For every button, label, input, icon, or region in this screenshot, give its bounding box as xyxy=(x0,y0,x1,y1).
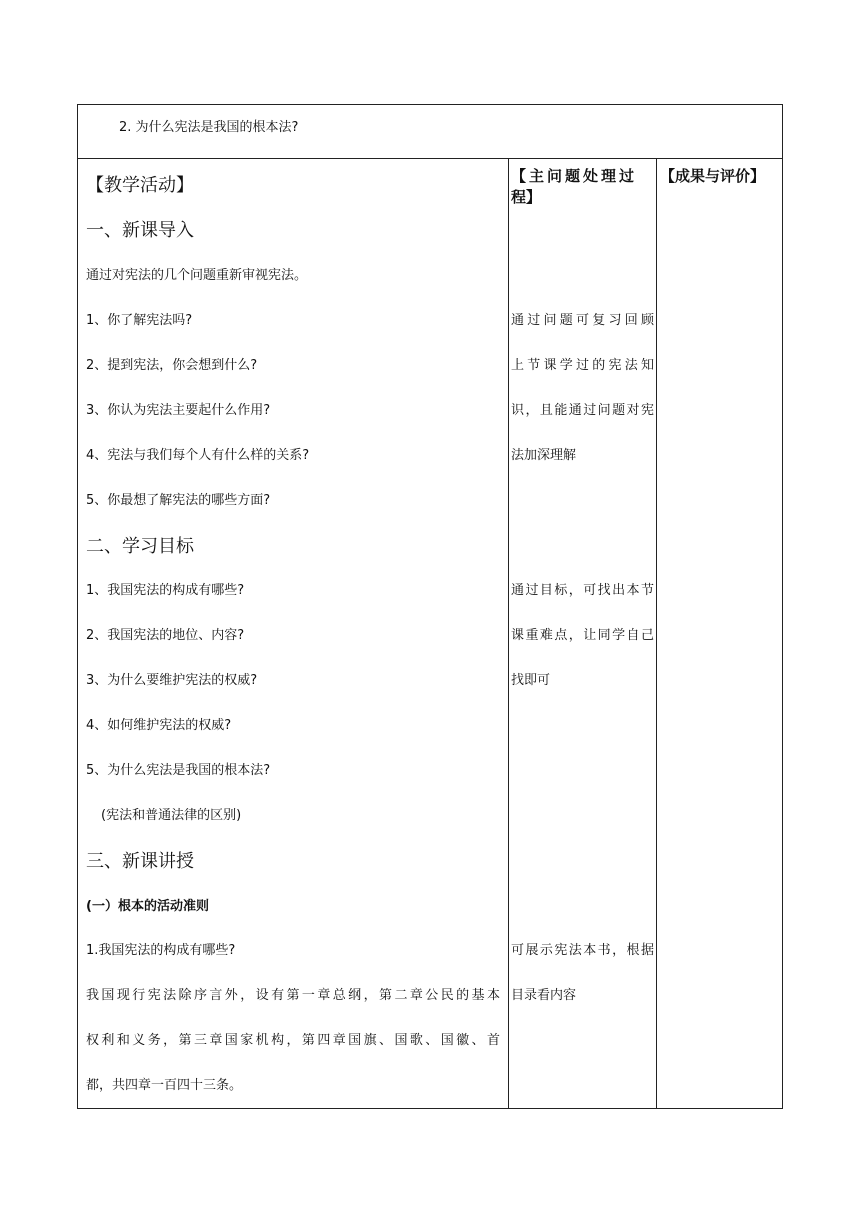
intro-question-2: 2、提到宪法，你会想到什么? xyxy=(86,358,258,373)
content-question: 1.我国宪法的构成有哪些? xyxy=(86,943,236,958)
row-divider xyxy=(77,158,783,159)
process-note-1-line-3: 识，且能通过问题对宪 xyxy=(511,403,654,418)
intro-text: 通过对宪法的几个问题重新审视宪法。 xyxy=(86,268,308,283)
process-note-1-line-2: 上节课学过的宪法知 xyxy=(511,358,654,373)
process-note-3-line-1: 可展示宪法本书，根据 xyxy=(511,943,654,958)
column-divider-1 xyxy=(508,158,509,1109)
intro-question-1: 1、你了解宪法吗? xyxy=(86,313,193,328)
subsection-title-1: (一）根本的活动准则 xyxy=(86,899,209,914)
process-note-2-line-3: 找即可 xyxy=(511,673,551,688)
column-divider-2 xyxy=(656,158,657,1109)
goal-note: (宪法和普通法律的区别) xyxy=(101,808,242,823)
section-title-1: 一、新课导入 xyxy=(86,220,194,241)
header-main-question-line2: 程】 xyxy=(511,188,542,206)
intro-question-3: 3、你认为宪法主要起什么作用? xyxy=(86,403,271,418)
intro-question-5: 5、你最想了解宪法的哪些方面? xyxy=(86,493,271,508)
process-note-2-line-2: 课重难点，让同学自己 xyxy=(511,628,654,643)
content-paragraph-line-2: 权利和义务，第三章国家机构，第四章国旗、国歌、国徽、首 xyxy=(86,1033,500,1048)
header-results-evaluation: 【成果与评价】 xyxy=(660,167,766,185)
section-title-2: 二、学习目标 xyxy=(86,536,194,557)
section-title-3: 三、新课讲授 xyxy=(86,851,194,872)
process-note-1-line-1: 通过问题可复习回顾 xyxy=(511,313,654,328)
intro-question-4: 4、宪法与我们每个人有什么样的关系? xyxy=(86,448,310,463)
process-note-1-line-4: 法加深理解 xyxy=(511,448,577,463)
process-note-2-line-1: 通过目标，可找出本节 xyxy=(511,583,654,598)
goal-question-4: 4、如何维护宪法的权威? xyxy=(86,718,232,733)
header-teaching-activity: 【教学活动】 xyxy=(86,175,194,196)
goal-question-2: 2、我国宪法的地位、内容? xyxy=(86,628,245,643)
goal-question-1: 1、我国宪法的构成有哪些? xyxy=(86,583,245,598)
content-paragraph-line-3: 都，共四章一百四十三条。 xyxy=(86,1078,243,1093)
top-row-item: 2. 为什么宪法是我国的根本法? xyxy=(119,120,299,135)
goal-question-3: 3、为什么要维护宪法的权威? xyxy=(86,673,258,688)
goal-question-5: 5、为什么宪法是我国的根本法? xyxy=(86,763,271,778)
process-note-3-line-2: 目录看内容 xyxy=(511,988,577,1003)
header-main-question-line1: 【主问题处理过 xyxy=(511,167,638,185)
content-paragraph-line-1: 我国现行宪法除序言外，设有第一章总纲，第二章公民的基本 xyxy=(86,988,500,1003)
